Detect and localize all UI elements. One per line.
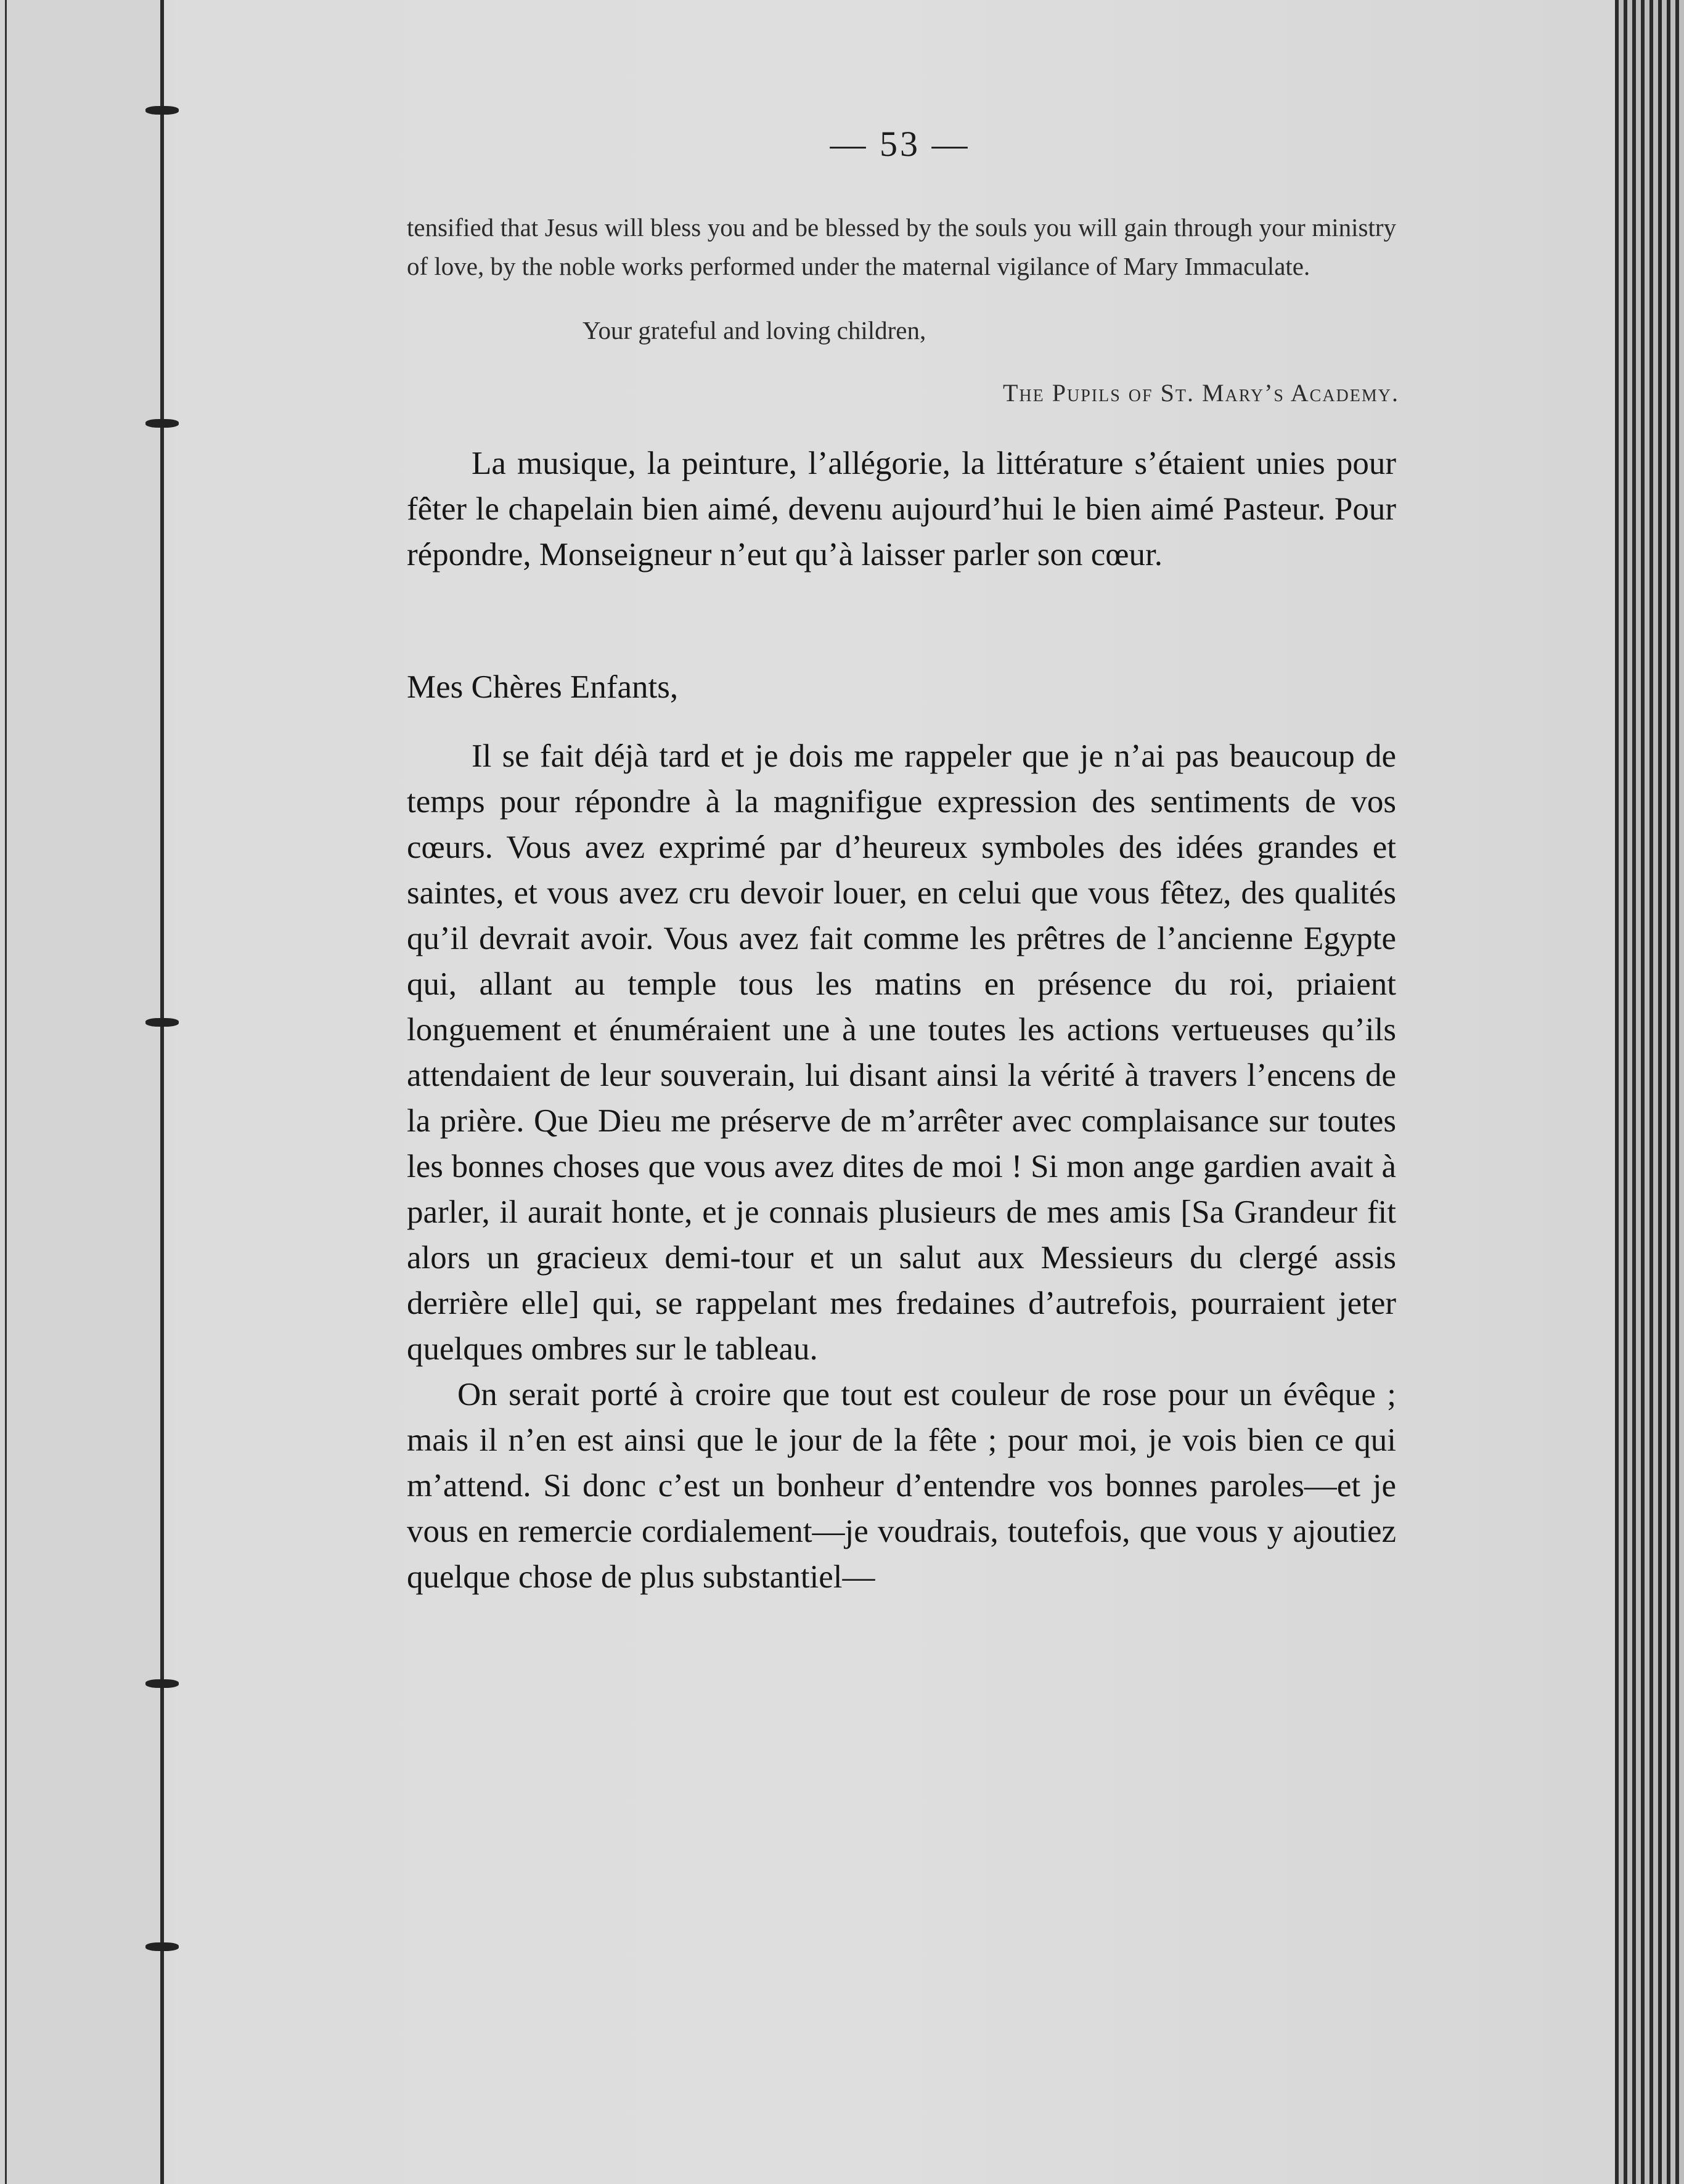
narrative-text: La musique, la peinture, l’allégorie, la littérature s’étaient unies pour fêter le chapelain bien aimé, devenu aujourd’hui le bien aimé Pasteur. Pour répondre, Monseigneur n’eut qu’à laisser parler son cœur. [407,446,1396,572]
page-number: — 53 — [830,124,970,164]
letter-closing: Your grateful and loving children, [582,316,926,344]
binding-stitch-mark [145,1018,179,1027]
letter-signature: The Pupils of St. Mary’s Academy. [1003,379,1399,407]
narrative-paragraph [407,441,1396,577]
letter-text: tensified that Jesus will bless you and be blessed by the souls you will gain through your ministry of love, by the noble works performed under the maternal vigilance of Mary Immaculate. [407,213,1396,280]
binding-stitch-mark [145,1679,179,1688]
left-margin [0,0,161,2184]
left-edge-line [5,0,7,2184]
speech-body [407,733,1396,1600]
binding-stitch-mark [145,1942,179,1951]
binding-stitch-mark [145,106,179,115]
speech-paragraph-1: Il se fait déjà tard et je dois me rappeler que je n’ai pas beaucoup de temps pour répondre à la magnifigue expression des sentiments de vos cœurs. Vous avez exprimé par d’heureux symboles des idées grandes et saintes, et vous avez cru devoir louer, en celui que vous fêtez, des qualités qu’il devrait avoir. Vous avez fait comme les prêtres de l’ancienne Egypte qui, allant au temple tous les matins en présence du roi, priaient longuement et énuméraient une à une toutes les actions vertueuses qu’ils attendaient de leur souverain, lui disant ainsi la vérité à travers l’encens de la prière. Que Dieu me préserve de m’arrêter avec complaisance sur toutes les bonnes choses que vous avez dites de moi ! Si mon ange gardien avait à parler, il aurait honte, et je connais plusieurs de mes amis [Sa Grandeur fit alors un gracieux demi-tour et un salut aux Messieurs du clergé assis derrière elle] qui, se rappelant mes fredaines d’autrefois, pourraient jeter quelques ombres sur le tableau. [407,738,1396,1367]
speech-paragraph-2: On serait porté à croire que tout est couleur de rose pour un évêque ; mais il n’en est ainsi que le jour de la fête ; pour moi, je vois bien ce qui m’attend. Si donc c’est un bonheur d’entendre vos bonnes paroles—et je vous en remercie cordialement—je voudrais, toutefois, que vous y ajoutiez quelque chose de plus substantiel— [407,1377,1396,1595]
speech-salutation: Mes Chères Enfants, [407,669,679,705]
page-stack-edges [1615,0,1684,2184]
binding-stitch-mark [145,419,179,428]
binding-gutter-line [160,0,164,2184]
